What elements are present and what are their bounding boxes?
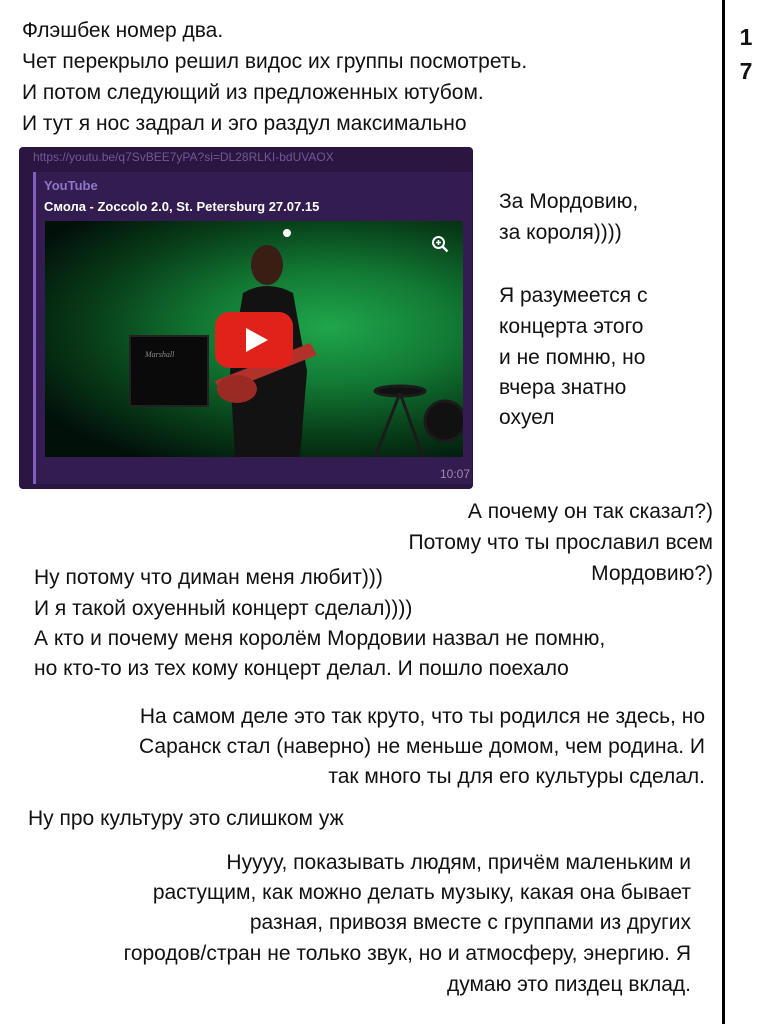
intro-line: И потом следующий из предложенных ютубом. [22,81,484,104]
side-comment-line: вчера знатно [499,376,627,399]
side-comment-line: концерта этого [499,315,644,338]
question-line: растущим, как можно делать музыку, какая она бывает [152,881,691,904]
side-comment-line: охуел [499,406,555,429]
side-comment-line: за короля)))) [499,221,622,244]
preview-title[interactable]: Смола - Zoccolo 2.0, St. Petersburg 27.07.15 [44,199,320,214]
preview-site-name: YouTube [44,178,98,193]
question-line: А почему он так сказал?) [467,500,713,523]
question-line: Потому что ты прославил всем [408,531,713,554]
answer-line: А кто и почему меня королём Мордовии назвал не помню, [34,627,606,650]
question-line: Мордовию?) [591,562,713,585]
question-line: думаю это пиздец вклад. [446,973,691,996]
side-comment-line: За Мордовию, [499,190,639,213]
page-divider-line [722,0,725,1024]
video-thumbnail[interactable] [45,221,463,457]
answer-line: но кто-то из тех кому концерт делал. И пошло поехало [34,657,569,680]
answer-line: И я такой охуенный концерт сделал)))) [34,597,413,620]
amp-logo: Marshall [145,350,175,359]
side-comment-line: Я разумеется с [499,284,648,307]
intro-line: Чет перекрыло решил видос их группы посмотреть. [22,50,528,73]
play-icon[interactable] [215,312,293,368]
answer-line: Ну потому что диман меня любит))) [34,566,383,589]
youtube-embed [19,147,473,489]
embed-link[interactable]: https://youtu.be/q7SvBEE7yPA?si=DL28RLKI-bdUVAOX [33,150,334,164]
video-duration: 10:07 [439,467,470,481]
zoom-in-icon[interactable] [431,235,449,253]
page-number [728,20,764,88]
question-line: разная, привозя вместе с группами из других [249,911,691,934]
question-line: Саранск стал (наверно) не меньше домом, чем родина. И [139,735,705,758]
question-line: городов/стран не только звук, но и атмосферу, энергию. Я [123,942,691,965]
page-number-digit-2: 7 [739,58,753,84]
page-number-digit-1: 1 [739,24,753,50]
answer-2: Ну про культуру это слишком уж [28,807,344,830]
side-comment-line: и не помню, но [499,346,646,369]
intro-line: И тут я нос задрал и эго раздул максимально [22,112,467,135]
question-line: так много ты для его культуры сделал. [328,765,705,788]
question-line: Нуууу, показывать людям, причём маленьким и [226,851,691,874]
link-preview-card[interactable] [33,172,472,484]
question-line: На самом деле это так круто, что ты родился не здесь, но [139,705,705,728]
intro-line: Флэшбек номер два. [22,19,224,42]
